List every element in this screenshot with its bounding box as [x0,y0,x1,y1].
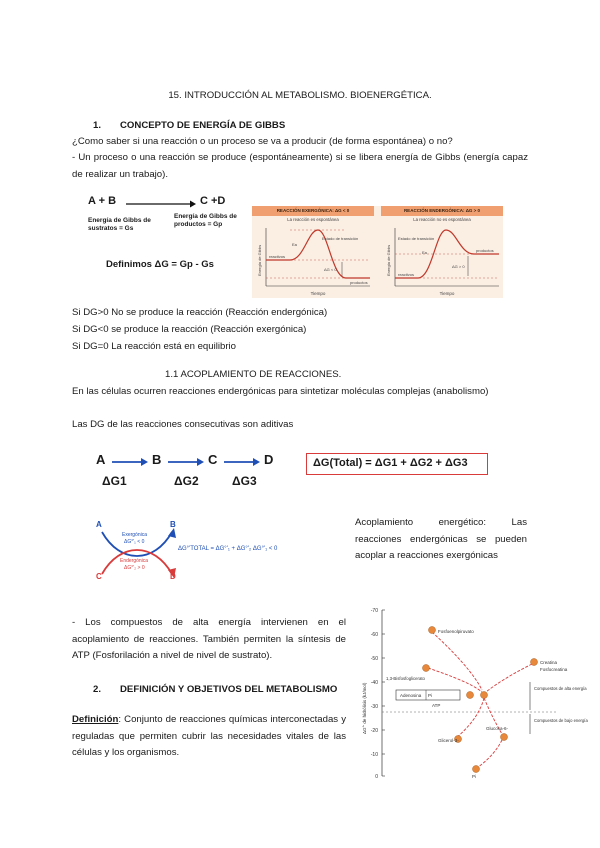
page-title: 15. INTRODUCCIÓN AL METABOLISMO. BIOENERGÉTICA. [168,90,432,101]
label-reactivos-left: reactivos [269,254,286,259]
endergonic-dg: ΔG°'₂ > 0 [124,565,145,571]
chain-delta-3: ΔG3 [232,474,257,488]
label-estado-right: Estado de transición [398,236,435,241]
chain-delta-2: ΔG2 [174,474,199,488]
definition-label: Definición [72,714,119,725]
coupling-b: B [170,520,176,529]
energy-profiles [252,224,503,298]
exergonic-panel-sub: La reacción es espontánea [287,217,339,222]
endergonic-panel-header: REACCIÓN ENDERGÓNICA: ΔG > 0 [381,206,503,216]
y-tick-20: -20 [370,728,378,734]
label-dg-neg: ΔG < 0 [324,267,337,272]
y-tick-60: -60 [370,632,378,638]
y-tick-10: -10 [370,752,378,758]
axis-x-left: Tiempo [310,291,326,296]
y-axis-label: ΔG°' de hidrólisis (kJ/mol) [362,682,367,734]
y-tick-30: -30 [370,704,378,710]
reactants-label-2: sustratos = Gs [88,225,134,232]
label-ea-left: Ea [292,242,297,247]
coupling-c: C [96,572,102,581]
condition-positive: Si DG>0 No se produce la reacción (Reacción endergónica) [72,307,328,318]
delta-g-definition: Definimos ΔG = Gp - Gs [106,259,214,270]
creatina-label: Creatina [540,660,558,665]
exergonic-dg: ΔG°'₁ < 0 [124,539,145,545]
condition-zero: Si DG=0 La reacción está en equilibrio [72,341,236,352]
condition-negative: Si DG<0 se produce la reacción (Reacción exergónica) [72,324,307,335]
section-2-number: 2. [93,684,102,695]
coupling-d: D [170,572,176,581]
section-1-heading: CONCEPTO DE ENERGÍA DE GIBBS [120,120,286,131]
additive-dg-text: Las DG de las reacciones consecutivas son aditivas [72,419,294,430]
gibbs-question: ¿Como saber si una reacción o un proceso se va a producir (de forma espontánea) o no? [72,136,453,147]
chain-node-b: B [152,452,162,467]
products-label: Energía de Gibbs de [174,213,237,220]
total-dg-box [306,453,488,475]
chain-node-c: C [208,452,218,467]
atp-label: ATP [432,703,441,708]
gibbs-answer: - Un proceso o una reacción se produce (espontáneamente) si se libera energía de Gibbs (energía capaz de realizar un trabajo). [72,152,528,180]
section-1-number: 1. [93,120,102,131]
reaction-arrow [126,199,196,209]
section-1-1-heading: 1.1 ACOPLAMIENTO DE REACCIONES. [165,369,342,380]
section-2-heading: DEFINICIÓN Y OBJETIVOS DEL METABOLISMO [120,684,338,695]
hydrolysis-energy-figure [356,604,588,782]
axis-y-left: Energía de Gibbs [257,244,262,276]
coupling-figure [92,520,342,584]
fosfoenolpiruvato-label: Fosfoenolpiruvato [438,629,474,634]
metabolism-definition [72,712,346,762]
glicerol-label: Glicerol-3- [438,738,459,743]
axis-y-right: Energía de Gibbs [386,244,391,276]
chain-delta-1: ΔG1 [102,474,127,488]
label-estado-left: Estado de transición [322,236,359,241]
bisfosfoglicerato-label: 1,3-Bisfosfoglicerato [386,676,425,681]
y-tick-40: -40 [370,680,378,686]
y-tick-50: -50 [370,656,378,662]
label-productos-right: productos [476,248,494,253]
chain-arrow-2 [168,457,204,467]
chain-arrow-3 [224,457,260,467]
reactants: A + B [88,195,117,207]
coupling-formula: ΔG°'TOTAL = ΔG°'₁ + ΔG°'₂ ΔG°'₁ < 0 [178,546,278,552]
label-reactivos-right: reactivos [398,272,415,277]
exergonic-panel-header: REACCIÓN EXERGÓNICA: ΔG < 0 [252,206,374,216]
fosfocreatina-label: Fosfocreatina [540,667,568,672]
label-ea-right: Ea [422,250,427,255]
gibbs-energy-panels [252,206,503,298]
endergonic-label: Endergónica [120,558,149,564]
baja-energia-label: Compuestos de bajo energía [534,718,588,723]
products: C +D [200,195,226,207]
coupling-a: A [96,520,102,529]
y-tick-0: 0 [375,774,378,780]
axis-x-right: Tiempo [439,291,455,296]
chain-node-a: A [96,452,106,467]
label-dg-pos: ΔG > 0 [452,264,465,269]
hydrolysis-chart [356,604,588,782]
glucosa6p-label: Glucosa-6- [486,726,509,731]
coupling-intro: En las células ocurren reacciones endergónicas para sintetizar moléculas complejas (anabolismo) [72,386,489,397]
label-productos-left: productos [350,280,368,285]
total-dg-formula: ΔG(Total) = ΔG1 + ΔG2 + ΔG3 [313,457,468,469]
pi-label: Pi [472,774,477,779]
products-label-2: productos = Gp [174,221,223,228]
endergonic-panel-sub: La reacción no es espontánea [413,217,471,222]
reaction-chain [92,452,312,496]
ribosa-label: Pi [428,693,433,698]
y-tick-70: -70 [370,608,378,614]
high-energy-text: - Los compuestos de alta energía intervienen en el acoplamiento de reacciones. También permiten la síntesis de ATP (Fosforilación a nivel de nivel de sustrato). [72,617,346,661]
reactants-label: Energía de Gibbs de [88,217,151,224]
definition-text: : Conjunto de reacciones químicas interconectadas y reguladas que permiten cubrir las necesidades vitales de las células y los organismos. [72,714,346,758]
chain-arrow-1 [112,457,148,467]
alta-energia-label: Compuestos de alta energía [534,686,587,691]
chain-node-d: D [264,452,274,467]
exergonic-label: Exergónica [122,532,148,538]
adenosina-label: Adenosina [400,693,422,698]
coupling-text: Acoplamiento energético: Las reacciones endergónicas se pueden acoplar a reacciones exergónicas [355,517,527,561]
